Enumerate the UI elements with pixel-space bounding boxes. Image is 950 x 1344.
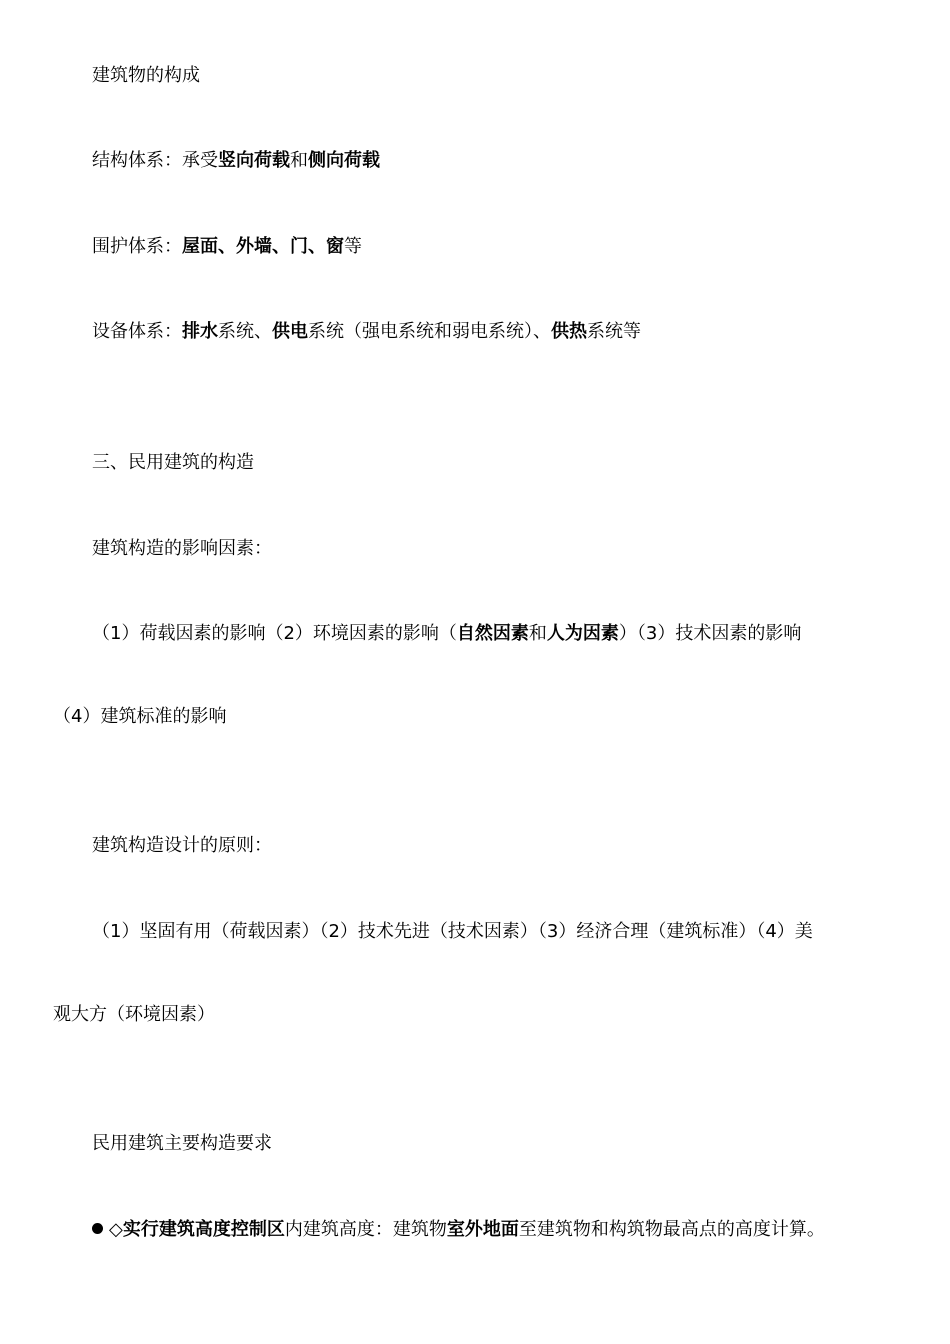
height-control-bullet [92, 1221, 825, 1239]
enclosure-system-line [92, 238, 362, 256]
enclosure-elements-term: 屋面、外墙、门、窗 [182, 236, 344, 257]
design-principles-title: 建筑构造设计的原则： [92, 835, 272, 856]
structure-text-1: 承受 [182, 150, 218, 171]
human-factors-term: 人为因素 [546, 623, 619, 644]
design-principles-line-1: （1）坚固有用（荷载因素）（2）技术先进（技术因素）（3）经济合理（建筑标准）（4）美 [92, 921, 813, 942]
diamond-icon: ◇ [109, 1219, 123, 1240]
enclosure-text-1: 等 [344, 236, 362, 257]
lateral-load-term: 侧向荷载 [308, 150, 380, 171]
influencing-factors-title: 建筑构造的影响因素： [92, 538, 272, 559]
vertical-load-term: 竖向荷载 [218, 150, 290, 171]
natural-factors-term: 自然因素 [456, 623, 529, 644]
power-supply-term: 供电 [272, 321, 308, 342]
influencing-factors-line-1 [92, 625, 801, 643]
structure-system-line [92, 152, 380, 170]
bullet-dot-icon [92, 1223, 103, 1234]
structure-system-label: 结构体系： [92, 150, 182, 171]
heading-building-composition: 建筑物的构成 [92, 65, 200, 86]
heating-term: 供热 [551, 321, 587, 342]
influencing-factors-line-2: （4）建筑标准的影响 [53, 706, 227, 727]
equipment-system-line [92, 323, 641, 341]
enclosure-system-label: 围护体系： [92, 236, 182, 257]
equipment-system-label: 设备体系： [92, 321, 182, 342]
construction-requirements-title: 民用建筑主要构造要求 [92, 1133, 272, 1154]
factors-text-1: （1）荷载因素的影响（2）环境因素的影响（ [92, 623, 457, 644]
equipment-text-1: 系统、 [218, 321, 272, 342]
equipment-text-3: 系统等 [587, 321, 641, 342]
factors-text-2: 和 [528, 623, 547, 644]
section-3-title: 三、民用建筑的构造 [92, 452, 254, 473]
bullet-text-1: 内建筑高度：建筑物 [284, 1219, 447, 1240]
equipment-text-2: 系统（强电系统和弱电系统）、 [308, 321, 551, 342]
drainage-term: 排水 [182, 321, 218, 342]
outdoor-ground-term: 室外地面 [446, 1219, 519, 1240]
bullet-text-2: 至建筑物和构筑物最高点的高度计算。 [518, 1219, 825, 1240]
factors-text-3: ）（3）技术因素的影响 [618, 623, 802, 644]
design-principles-line-2: 观大方（环境因素） [53, 1004, 215, 1025]
height-control-zone-term: 实行建筑高度控制区 [122, 1219, 285, 1240]
structure-text-2: 和 [290, 150, 308, 171]
